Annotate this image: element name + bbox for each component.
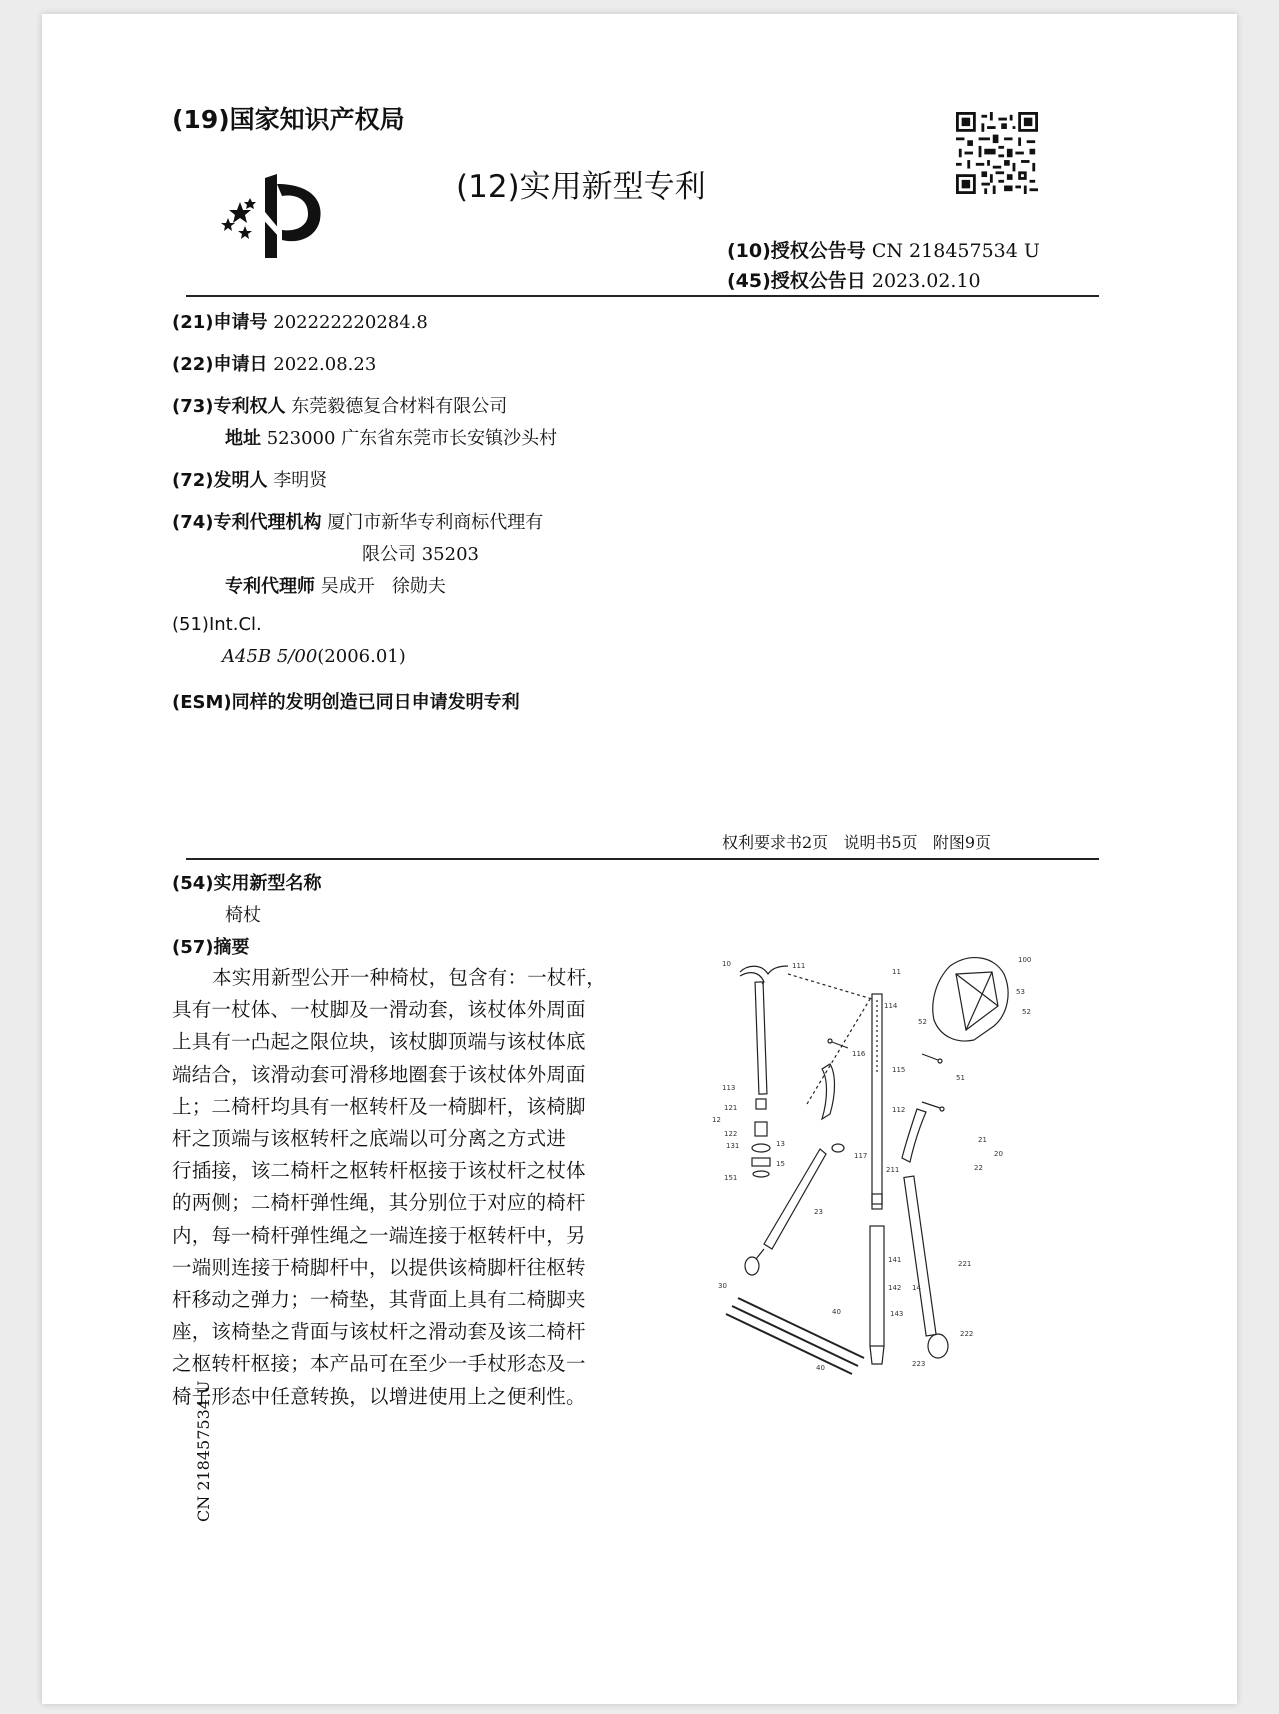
label-112: 112 (892, 1106, 906, 1114)
page-counts: 权利要求书2页 说明书5页 附图9页 (722, 833, 992, 852)
abstract-line: 本实用新型公开一种椅杖，包含有：一杖杆， (212, 966, 607, 989)
cnipa-logo (220, 170, 326, 260)
label-221: 221 (958, 1260, 972, 1268)
side-document-number: CN 218457534 U (194, 1380, 213, 1522)
label-111: 111 (792, 962, 806, 970)
abstract-line: 上；二椅杆均具有一枢转杆及一椅脚杆，该椅脚 (172, 1094, 586, 1118)
abstract-line: 内，每一椅杆弹性绳之一端连接于枢转杆中，另 (172, 1223, 586, 1247)
label-117: 117 (854, 1152, 868, 1160)
intcl-label: (51)Int.Cl. (172, 614, 262, 635)
label-23: 23 (814, 1208, 823, 1216)
label-151: 151 (724, 1174, 738, 1182)
title-label: (54)实用新型名称 (172, 873, 322, 894)
patent-agency: (74)专利代理机构 厦门市新华专利商标代理有 (172, 512, 544, 533)
patent-page (42, 14, 1237, 1704)
label-15: 15 (776, 1160, 785, 1168)
publication-date: (45)授权公告日 2023.02.10 (727, 270, 981, 292)
application-number: (21)申请号 202222220284.8 (172, 312, 428, 333)
abstract-line: 的两侧；二椅杆弹性绳，其分别位于对应的椅杆 (172, 1191, 586, 1215)
label-142: 142 (888, 1284, 902, 1292)
abstract-line: 一端则连接于椅脚杆中，以提供该椅脚杆往枢转 (172, 1255, 586, 1279)
label-143: 143 (890, 1310, 904, 1318)
label-22: 22 (974, 1164, 983, 1172)
abstract-line: 行插接，该二椅杆之枢转杆枢接于该杖杆之杖体 (172, 1159, 586, 1183)
exploded-view-drawing (712, 944, 1092, 1384)
label-222: 222 (960, 1330, 974, 1338)
label-12: 12 (712, 1116, 721, 1124)
label-114: 114 (884, 1002, 898, 1010)
label-223: 223 (912, 1360, 926, 1368)
abstract-line: 具有一杖体、一杖脚及一滑动套，该杖体外周面 (172, 998, 586, 1022)
publication-number: (10)授权公告号 CN 218457534 U (727, 240, 1040, 262)
label-116: 116 (852, 1050, 866, 1058)
abstract-line: 之枢转杆枢接；本产品可在至少一手杖形态及一 (172, 1352, 586, 1376)
label-52: 52 (918, 1018, 927, 1026)
label-53: 53 (1016, 988, 1025, 996)
label-30: 30 (718, 1282, 727, 1290)
label-11: 11 (892, 968, 901, 976)
label-52b: 52 (1022, 1008, 1031, 1016)
label-211: 211 (886, 1166, 900, 1174)
label-115: 115 (892, 1066, 906, 1074)
utility-model-title: 椅杖 (225, 905, 261, 926)
label-21: 21 (978, 1136, 987, 1144)
application-date: (22)申请日 2022.08.23 (172, 354, 377, 375)
abstract-line: 座，该椅垫之背面与该杖杆之滑动套及该二椅杆 (172, 1320, 586, 1344)
label-122: 122 (724, 1130, 738, 1138)
label-141: 141 (888, 1256, 902, 1264)
label-40b: 40 (816, 1364, 825, 1372)
label-113: 113 (722, 1084, 736, 1092)
abstract-line: 上具有一凸起之限位块，该杖脚顶端与该杖体底 (172, 1030, 586, 1054)
label-10: 10 (722, 960, 731, 968)
label-51: 51 (956, 1074, 965, 1082)
qr-code (956, 112, 1038, 194)
inventor: (72)发明人 李明贤 (172, 470, 328, 491)
label-13: 13 (776, 1140, 785, 1148)
label-14: 14 (912, 1284, 921, 1292)
esm-note: (ESM)同样的发明创造已同日申请发明专利 (172, 692, 520, 713)
counts-rule (186, 858, 1099, 860)
abstract-line: 杆之顶端与该枢转杆之底端以可分离之方式进 (172, 1127, 567, 1151)
label-20: 20 (994, 1150, 1003, 1158)
intcl-code: A45B 5/00(2006.01) (222, 646, 406, 667)
patentee: (73)专利权人 东莞毅德复合材料有限公司 (172, 396, 508, 417)
abstract-text (172, 962, 606, 1413)
abstract-label: (57)摘要 (172, 937, 250, 958)
patent-agent: 专利代理师 吴成开 徐勋夫 (225, 576, 446, 597)
office-name: (19)国家知识产权局 (172, 105, 405, 134)
abstract-line: 椅子形态中任意转换，以增进使用上之便利性。 (172, 1384, 586, 1408)
header-rule (186, 295, 1099, 297)
address: 地址 523000 广东省东莞市长安镇沙头村 (225, 428, 558, 449)
label-40: 40 (832, 1308, 841, 1316)
label-100: 100 (1018, 956, 1032, 964)
abstract-line: 端结合，该滑动套可滑移地圈套于该杖体外周面 (172, 1062, 586, 1086)
label-131: 131 (726, 1142, 740, 1150)
patent-agency-line2: 限公司 35203 (362, 544, 479, 565)
label-121: 121 (724, 1104, 738, 1112)
document-type-title: (12)实用新型专利 (456, 169, 706, 205)
abstract-line: 杆移动之弹力；一椅垫，其背面上具有二椅脚夹 (172, 1288, 586, 1312)
